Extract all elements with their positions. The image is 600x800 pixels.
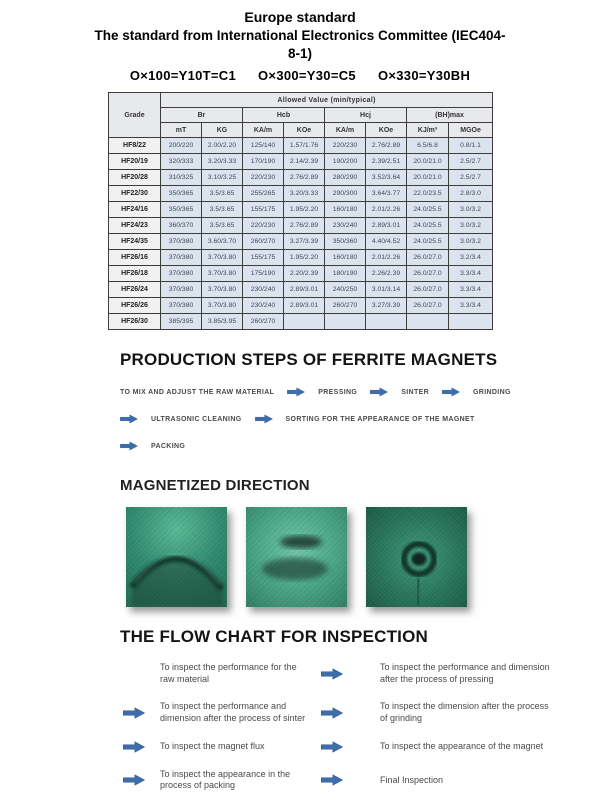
value-cell: 220/230 xyxy=(243,218,284,234)
page-title: Europe standard xyxy=(244,9,356,25)
value-cell: 1.57/1.76 xyxy=(284,138,325,154)
ring-magnetic-pattern xyxy=(366,507,467,607)
value-cell: 260/270 xyxy=(243,234,284,250)
grade-cell: HF8/22 xyxy=(109,138,161,154)
arrow-right-icon xyxy=(255,414,273,424)
value-cell: 3.70/3.80 xyxy=(202,282,243,298)
value-cell: 3.3/3.4 xyxy=(449,266,493,282)
value-cell: 3.20/3.33 xyxy=(202,154,243,170)
group-header-bhmax: (BH)max xyxy=(407,108,493,123)
value-cell: 3.70/3.80 xyxy=(202,250,243,266)
value-cell: 3.70/3.80 xyxy=(202,298,243,314)
production-step-label: PRESSING xyxy=(318,388,358,396)
value-cell: 2.89/3.01 xyxy=(284,298,325,314)
value-cell: 175/190 xyxy=(243,266,284,282)
value-cell: 26.0/27.0 xyxy=(407,250,449,266)
arrow-right-icon xyxy=(120,441,138,451)
value-cell: 3.3/3.4 xyxy=(449,298,493,314)
table-row xyxy=(109,298,493,314)
grade-cell: HF24/16 xyxy=(109,202,161,218)
value-cell: 2.00/2.20 xyxy=(202,138,243,154)
arrow-right-icon xyxy=(122,741,146,753)
magnetized-direction-heading: MAGNETIZED DIRECTION xyxy=(120,477,310,494)
value-cell: 1.95/2.20 xyxy=(284,250,325,266)
subtitle-line-2: 8-1) xyxy=(287,46,312,61)
value-cell: 220/230 xyxy=(325,138,366,154)
arrow-right-slot xyxy=(320,707,372,719)
value-cell: 155/175 xyxy=(243,202,284,218)
arrow-right-icon xyxy=(120,414,138,424)
value-cell: 26.0/27.0 xyxy=(407,298,449,314)
value-cell: 290/300 xyxy=(325,186,366,202)
unit-header: KG xyxy=(202,123,243,138)
table-row xyxy=(109,138,493,154)
value-cell: 3.10/3.25 xyxy=(202,170,243,186)
value-cell: 2.20/2.39 xyxy=(284,266,325,282)
value-cell: 3.27/3.39 xyxy=(366,298,407,314)
value-cell: 2.76/2.89 xyxy=(284,218,325,234)
unit-header: mT xyxy=(161,123,202,138)
value-cell: 200/220 xyxy=(161,138,202,154)
value-cell: 370/380 xyxy=(161,250,202,266)
value-cell xyxy=(407,314,449,330)
production-step-row-2 xyxy=(120,414,600,424)
table-row xyxy=(109,218,493,234)
value-cell: 2.01/2.26 xyxy=(366,202,407,218)
value-cell: 26.0/27.0 xyxy=(407,266,449,282)
unit-header: MGOe xyxy=(449,123,493,138)
table-row xyxy=(109,202,493,218)
arrow-right-slot xyxy=(122,774,152,786)
table-row xyxy=(109,250,493,266)
table-row xyxy=(109,154,493,170)
value-cell: 280/290 xyxy=(325,170,366,186)
production-step-row-3 xyxy=(120,441,600,451)
table-row xyxy=(109,170,493,186)
arrow-right-icon xyxy=(320,774,344,786)
value-cell: 370/380 xyxy=(161,266,202,282)
inspection-row-1 xyxy=(122,662,554,685)
grade-cell: HF26/18 xyxy=(109,266,161,282)
grade-cell: HF26/24 xyxy=(109,282,161,298)
value-cell: 3.64/3.77 xyxy=(366,186,407,202)
production-step-label: SINTER xyxy=(401,388,429,396)
value-cell: 3.27/3.39 xyxy=(284,234,325,250)
unit-header: KA/m xyxy=(325,123,366,138)
arrow-right-icon xyxy=(370,387,388,397)
value-cell: 2.76/2.89 xyxy=(284,170,325,186)
arrow-right-slot xyxy=(320,774,372,786)
value-cell: 24.0/25.5 xyxy=(407,202,449,218)
production-step-label: GRINDING xyxy=(473,388,511,396)
value-cell: 260/270 xyxy=(325,298,366,314)
value-cell: 160/180 xyxy=(325,202,366,218)
group-header-hcj: Hcj xyxy=(325,108,407,123)
arrow-right-icon xyxy=(442,387,460,397)
value-cell: 4.40/4.52 xyxy=(366,234,407,250)
table-units-row xyxy=(109,123,493,138)
unit-header: KOe xyxy=(366,123,407,138)
production-step-label: TO MIX AND ADJUST THE RAW MATERIAL xyxy=(120,388,275,396)
grade-column-header: Grade xyxy=(109,93,161,138)
value-cell: 24.0/25.5 xyxy=(407,218,449,234)
value-cell: 3.01/3.14 xyxy=(366,282,407,298)
inspection-flow-heading: THE FLOW CHART FOR INSPECTION xyxy=(120,627,429,646)
arc-magnetic-pattern xyxy=(126,507,227,607)
arc-segment-magnet-photo xyxy=(126,507,227,607)
table-group-header-row xyxy=(109,108,493,123)
table-row xyxy=(109,314,493,330)
grade-cell: HF24/23 xyxy=(109,218,161,234)
formula-y30bh: O×330=Y30BH xyxy=(377,68,471,83)
arrow-right-icon xyxy=(122,774,146,786)
grade-cell: HF24/35 xyxy=(109,234,161,250)
value-cell: 125/140 xyxy=(243,138,284,154)
value-cell: 190/200 xyxy=(325,154,366,170)
inspection-step-label: To inspect the appearance of the magnet xyxy=(380,740,544,751)
value-cell: 2.89/3.01 xyxy=(366,218,407,234)
production-step-label: ULTRASONIC CLEANING xyxy=(151,415,242,423)
value-cell: 3.0/3.2 xyxy=(449,218,493,234)
value-cell: 220/230 xyxy=(243,170,284,186)
value-cell: 2.5/2.7 xyxy=(449,154,493,170)
table-row xyxy=(109,282,493,298)
value-cell: 3.60/3.70 xyxy=(202,234,243,250)
grade-formula-row xyxy=(0,68,600,83)
value-cell: 230/240 xyxy=(243,282,284,298)
value-cell: 20.0/21.0 xyxy=(407,170,449,186)
magnetized-direction-photos xyxy=(126,507,600,607)
disc-magnetic-pattern xyxy=(246,507,347,607)
arrow-right-icon xyxy=(320,707,344,719)
allowed-value-banner: Allowed Value (min/typical) xyxy=(161,93,493,108)
value-cell: 20.0/21.0 xyxy=(407,154,449,170)
value-cell: 240/250 xyxy=(325,282,366,298)
production-step-label: PACKING xyxy=(151,442,186,450)
value-cell: 350/365 xyxy=(161,186,202,202)
arrow-right-icon xyxy=(320,668,344,680)
value-cell: 3.0/3.2 xyxy=(449,234,493,250)
inspection-step-label: To inspect the performance and dimension after the process of pressing xyxy=(380,662,550,684)
inspection-step-label: Final Inspection xyxy=(380,774,444,785)
value-cell xyxy=(366,314,407,330)
grade-cell: HF26/26 xyxy=(109,298,161,314)
value-cell: 260/270 xyxy=(243,314,284,330)
disc-magnet-photo xyxy=(246,507,347,607)
value-cell: 3.2/3.4 xyxy=(449,250,493,266)
value-cell: 3.20/3.33 xyxy=(284,186,325,202)
value-cell xyxy=(449,314,493,330)
grade-cell: HF22/30 xyxy=(109,186,161,202)
value-cell: 255/265 xyxy=(243,186,284,202)
grade-specification-table xyxy=(108,92,493,330)
inspection-step-label: To inspect the dimension after the process of grinding xyxy=(380,701,549,724)
arrow-right-icon xyxy=(320,741,344,753)
value-cell: 3.85/3.95 xyxy=(202,314,243,330)
table-row xyxy=(109,266,493,282)
value-cell: 3.5/3.65 xyxy=(202,202,243,218)
inspection-flow-rows xyxy=(122,662,554,792)
value-cell: 24.0/25.5 xyxy=(407,234,449,250)
grade-cell: HF26/30 xyxy=(109,314,161,330)
value-cell: 0.8/1.1 xyxy=(449,138,493,154)
inspection-step-label: To inspect the performance for the raw material xyxy=(160,662,297,684)
grade-table-body xyxy=(109,138,493,330)
value-cell: 3.3/3.4 xyxy=(449,282,493,298)
value-cell xyxy=(325,314,366,330)
value-cell: 160/180 xyxy=(325,250,366,266)
group-header-hcb: Hcb xyxy=(243,108,325,123)
value-cell: 2.5/2.7 xyxy=(449,170,493,186)
subtitle-line-1: The standard from International Electronics Committee (IEC404- xyxy=(94,28,506,43)
value-cell: 2.89/3.01 xyxy=(284,282,325,298)
value-cell: 370/380 xyxy=(161,234,202,250)
inspection-row-3 xyxy=(122,741,554,753)
value-cell: 2.14/2.39 xyxy=(284,154,325,170)
value-cell: 310/325 xyxy=(161,170,202,186)
formula-c5: O×300=Y30=C5 xyxy=(258,68,356,83)
value-cell: 3.0/3.2 xyxy=(449,202,493,218)
value-cell: 170/190 xyxy=(243,154,284,170)
value-cell: 22.0/23.5 xyxy=(407,186,449,202)
value-cell: 350/365 xyxy=(161,202,202,218)
table-row xyxy=(109,234,493,250)
production-steps-heading: PRODUCTION STEPS OF FERRITE MAGNETS xyxy=(120,350,498,369)
value-cell: 230/240 xyxy=(243,298,284,314)
inspection-row-4 xyxy=(122,769,554,792)
group-header-br: Br xyxy=(161,108,243,123)
value-cell: 350/360 xyxy=(325,234,366,250)
value-cell: 3.70/3.80 xyxy=(202,266,243,282)
value-cell: 2.8/3.0 xyxy=(449,186,493,202)
arrow-right-slot xyxy=(320,668,372,680)
value-cell: 180/190 xyxy=(325,266,366,282)
value-cell: 370/380 xyxy=(161,298,202,314)
value-cell: 3.5/3.65 xyxy=(202,186,243,202)
inspection-step-label: To inspect the magnet flux xyxy=(160,740,265,751)
unit-header: KOe xyxy=(284,123,325,138)
inspection-step-label: To inspect the appearance in the process of packing xyxy=(160,768,291,791)
value-cell: 1.95/2.20 xyxy=(284,202,325,218)
unit-header: KJ/m³ xyxy=(407,123,449,138)
value-cell: 155/175 xyxy=(243,250,284,266)
grade-cell: HF20/28 xyxy=(109,170,161,186)
value-cell: 385/395 xyxy=(161,314,202,330)
table-row xyxy=(109,186,493,202)
ring-magnet-photo xyxy=(366,507,467,607)
arrow-right-icon xyxy=(287,387,305,397)
unit-header: KA/m xyxy=(243,123,284,138)
value-cell: 6.5/6.8 xyxy=(407,138,449,154)
grade-cell: HF20/19 xyxy=(109,154,161,170)
arrow-right-slot xyxy=(122,707,152,719)
value-cell: 3.52/3.64 xyxy=(366,170,407,186)
inspection-row-2 xyxy=(122,701,554,724)
header xyxy=(0,0,600,63)
production-step-label: SORTING FOR THE APPEARANCE OF THE MAGNET xyxy=(285,415,475,423)
formula-c1: O×100=Y10T=C1 xyxy=(129,68,237,83)
value-cell: 320/333 xyxy=(161,154,202,170)
value-cell: 2.01/2.26 xyxy=(366,250,407,266)
value-cell: 2.39/2.51 xyxy=(366,154,407,170)
value-cell: 3.5/3.65 xyxy=(202,218,243,234)
table-banner-row xyxy=(109,93,493,108)
grade-cell: HF26/16 xyxy=(109,250,161,266)
value-cell xyxy=(284,314,325,330)
value-cell: 2.76/2.89 xyxy=(366,138,407,154)
value-cell: 2.26/2.39 xyxy=(366,266,407,282)
value-cell: 230/240 xyxy=(325,218,366,234)
value-cell: 370/380 xyxy=(161,282,202,298)
inspection-step-label: To inspect the performance and dimension after the process of sinter xyxy=(160,701,306,724)
value-cell: 360/370 xyxy=(161,218,202,234)
production-step-row-1 xyxy=(120,387,600,397)
arrow-right-icon xyxy=(122,707,146,719)
arrow-right-slot xyxy=(320,741,372,753)
value-cell: 26.0/27.0 xyxy=(407,282,449,298)
arrow-right-slot xyxy=(122,741,152,753)
